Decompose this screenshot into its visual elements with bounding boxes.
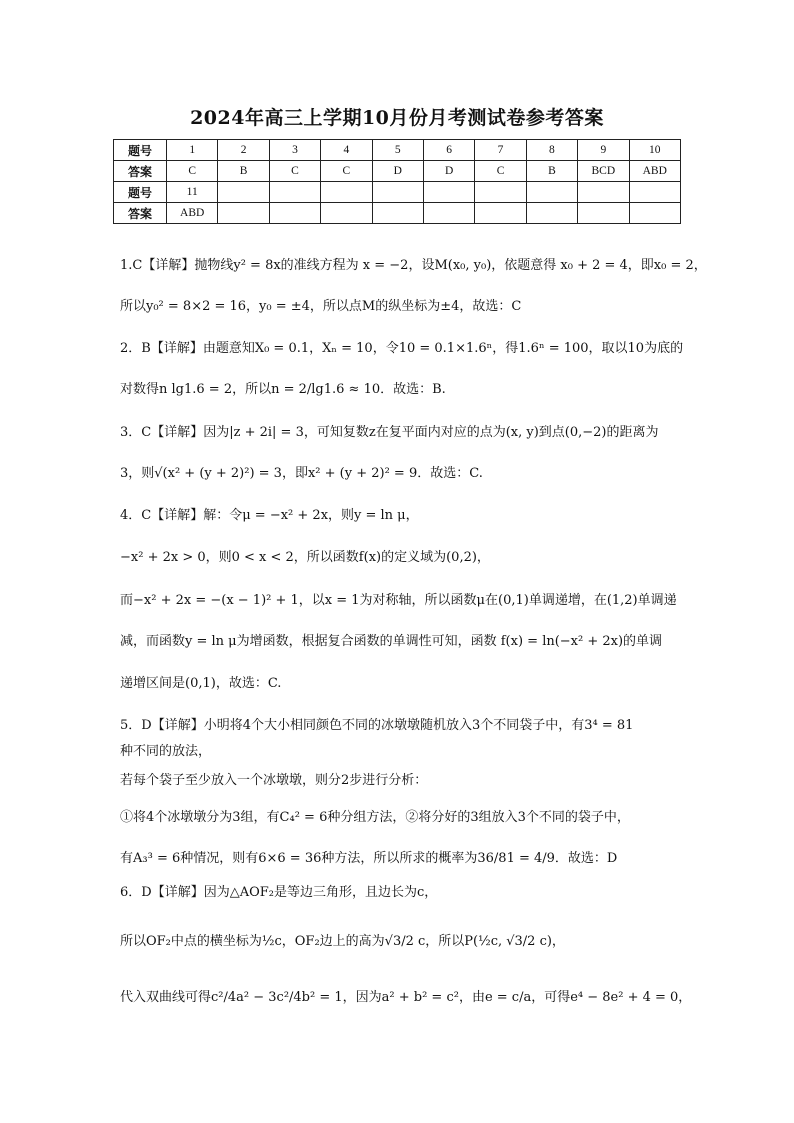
table-cell: 8 — [526, 140, 577, 161]
table-cell: 9 — [578, 140, 629, 161]
solution-line: 2．B【详解】由题意知X₀ = 0.1，Xₙ = 10，令10 = 0.1×1.6ⁿ，得1.6ⁿ = 100，取以10为底的 — [120, 341, 684, 356]
solution-line: 若每个袋子至少放入一个冰墩墩，则分2步进行分析： — [120, 773, 428, 788]
table-cell: 7 — [475, 140, 526, 161]
table-cell — [629, 203, 680, 224]
solution-line: 而−x² + 2x = −(x − 1)² + 1，以x = 1为对称轴，所以函数μ在(0,1)单调递增，在(1,2)单调递 — [120, 593, 677, 608]
table-cell — [372, 182, 423, 203]
solution-line: 递增区间是(0,1)，故选：C. — [120, 676, 282, 691]
table-row — [114, 182, 681, 203]
table-row — [114, 140, 681, 161]
table-cell: C — [321, 161, 372, 182]
table-cell: BCD — [578, 161, 629, 182]
table-cell: 1 — [167, 140, 218, 161]
page-title: 2024年高三上学期10月份月考测试卷参考答案 — [190, 107, 604, 129]
table-cell — [526, 182, 577, 203]
table-cell — [321, 203, 372, 224]
table-cell: 3 — [269, 140, 320, 161]
table-cell: C — [475, 161, 526, 182]
table-cell — [629, 182, 680, 203]
table-row — [114, 161, 681, 182]
solution-line: 对数得n lg1.6 = 2，所以n = 2/lg1.6 ≈ 10．故选：B. — [120, 382, 446, 397]
table-cell: D — [423, 161, 474, 182]
solution-line: 3．C【详解】因为|z + 2i| = 3，可知复数z在复平面内对应的点为(x, y)到点(0,−2)的距离为 — [120, 425, 659, 440]
table-cell — [372, 203, 423, 224]
table-cell — [475, 203, 526, 224]
table-cell — [321, 182, 372, 203]
table-cell: C — [167, 161, 218, 182]
table-header-cell: 题号 — [114, 182, 167, 203]
table-cell: B — [218, 161, 269, 182]
solution-line: 6．D【详解】因为△AOF₂是等边三角形，且边长为c， — [120, 885, 438, 900]
solution-line: 3，则√(x² + (y + 2)²) = 3，即x² + (y + 2)² = 9．故选：C. — [120, 466, 483, 481]
solution-line: 5．D【详解】小明将4个大小相同颜色不同的冰墩墩随机放入3个不同袋子中，有3⁴ = 81 — [120, 718, 634, 733]
table-cell — [475, 182, 526, 203]
solution-line: −x² + 2x > 0，则0 < x < 2，所以函数f(x)的定义域为(0,2)， — [120, 550, 490, 565]
table-header-cell: 题号 — [114, 140, 167, 161]
table-cell — [423, 203, 474, 224]
table-cell: C — [269, 161, 320, 182]
table-cell: 6 — [423, 140, 474, 161]
table-cell — [218, 182, 269, 203]
solution-line: 有A₃³ = 6种情况，则有6×6 = 36种方法，所以所求的概率为36/81 = 4/9．故选：D — [120, 851, 618, 866]
table-cell — [526, 203, 577, 224]
table-row — [114, 203, 681, 224]
table-cell — [269, 182, 320, 203]
solution-line: 所以OF₂中点的横坐标为½c，OF₂边上的高为√3/2 c，所以P(½c, √3/2 c)， — [120, 934, 565, 949]
table-cell: 10 — [629, 140, 680, 161]
table-header-cell: 答案 — [114, 161, 167, 182]
solution-line: 代入双曲线可得c²/4a² − 3c²/4b² = 1，因为a² + b² = c²，由e = c/a，可得e⁴ − 8e² + 4 = 0， — [120, 990, 692, 1005]
answer-table — [113, 139, 681, 224]
table-cell: B — [526, 161, 577, 182]
table-cell: D — [372, 161, 423, 182]
table-cell: 2 — [218, 140, 269, 161]
solution-line: 种不同的放法， — [120, 744, 212, 759]
table-cell: 4 — [321, 140, 372, 161]
table-header-cell: 答案 — [114, 203, 167, 224]
solution-line: ①将4个冰墩墩分为3组，有C₄² = 6种分组方法，②将分好的3组放入3个不同的袋子中， — [120, 810, 630, 825]
table-cell: ABD — [167, 203, 218, 224]
table-cell: ABD — [629, 161, 680, 182]
table-cell — [218, 203, 269, 224]
solution-line: 4．C【详解】解：令μ = −x² + 2x，则y = ln μ， — [120, 508, 419, 523]
table-cell — [578, 182, 629, 203]
table-cell: 5 — [372, 140, 423, 161]
solution-line: 1.C【详解】抛物线y² = 8x的准线方程为 x = −2，设M(x₀, y₀)，依题意得 x₀ + 2 = 4，即x₀ = 2， — [120, 258, 707, 273]
table-cell — [269, 203, 320, 224]
table-cell: 11 — [167, 182, 218, 203]
table-cell — [423, 182, 474, 203]
table-cell — [578, 203, 629, 224]
solution-line: 减，而函数y = ln μ为增函数，根据复合函数的单调性可知，函数 f(x) = ln(−x² + 2x)的单调 — [120, 634, 663, 649]
solution-line: 所以y₀² = 8×2 = 16，y₀ = ±4，所以点M的纵坐标为±4，故选：C — [120, 299, 522, 314]
